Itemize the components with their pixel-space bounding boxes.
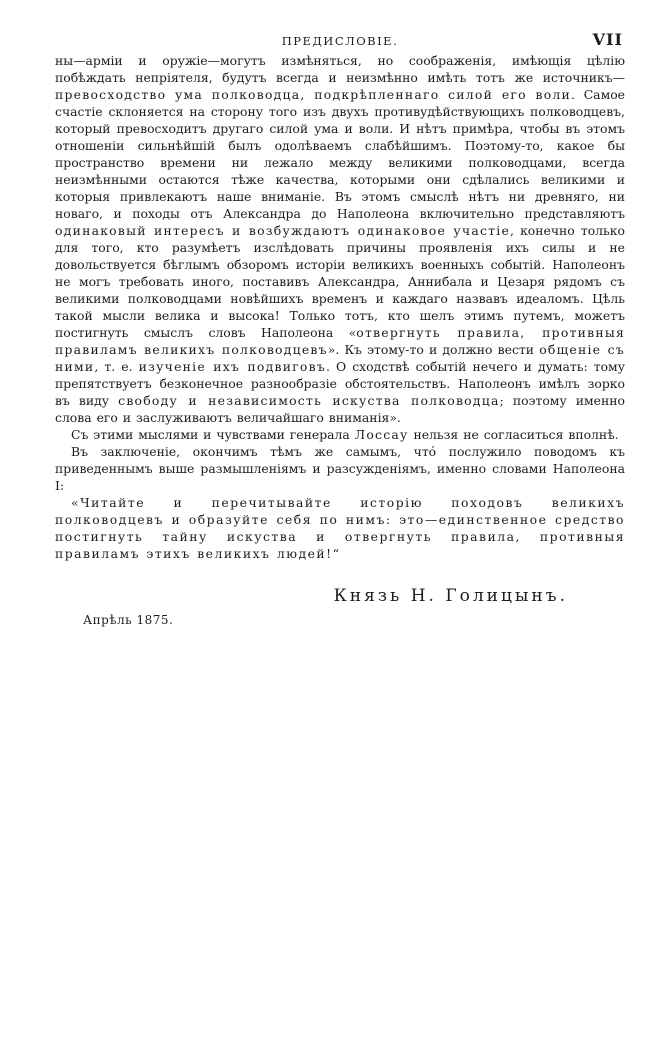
emphasized-text: одинаковый интересъ и возбуждаютъ одинаковое участіе: [55, 223, 511, 238]
paragraph-1: [55, 52, 625, 426]
emphasized-text: свободу и независимость искуства полководца: [118, 393, 500, 408]
page-header: [55, 30, 625, 52]
text-segment: Въ заключеніе, окончимъ тѣмъ же самымъ, чтó послужило поводомъ къ приведеннымъ выше размышленіямъ и разсужденіямъ, именно словами Наполеона I:: [55, 444, 625, 493]
emphasized-text: изученіе ихъ подвиговъ: [138, 359, 326, 374]
text-segment: , конечно только для того, кто разумѣетъ изслѣдовать причины проявленія ихъ силы и не довольствуется бѣглымъ обзоромъ исторіи великихъ военныхъ событій. Наполеонъ не могъ требовать иного, поставивъ Александра, Аннибала и Цезаря рядомъ съ великими полководцами новѣйшихъ временъ и каждаго назвавъ идеаломъ. Цѣль такой мысли велика и высока! Только тотъ, кто шелъ этимъ путемъ, можетъ постигнуть смыслъ словъ Наполеона «: [55, 223, 625, 340]
author-signature: Князь Н. Голицынъ.: [333, 586, 568, 606]
running-head: ПРЕДИСЛОВІЕ.: [281, 34, 399, 48]
emphasized-text: отвергнуть правила, противныя правиламъ великихъ полководцевъ: [55, 325, 625, 357]
text-segment: ; поэтому именно слова его и заслуживаютъ величайшаго вниманія».: [55, 393, 625, 425]
date-line: Апрѣль 1875.: [83, 613, 174, 627]
text-segment: . О сходствѣ событій нечего и думать: тому препятствуетъ безконечное разнообразіе обстоятельствъ. Наполеонъ имѣлъ зорко въ виду: [55, 359, 625, 408]
paragraph-4: [55, 494, 625, 562]
paragraph-3: [55, 443, 625, 494]
text-segment: ». Къ этому-то и должно вести: [327, 342, 540, 357]
text-segment: ны—арміи и оружіе—могутъ измѣняться, но соображенія, имѣющія цѣлію побѣждать непріятеля, будутъ всегда и неизмѣнно имѣть тотъ же источникъ—: [55, 53, 625, 85]
text-segment: нельзя не согласиться вполнѣ.: [408, 427, 619, 442]
emphasized-text: превосходство ума полководца, подкрѣпленнаго силой его воли.: [55, 87, 577, 102]
emphasized-text: «Читайте и перечитывайте исторію походовъ великихъ полководцевъ и образуйте себя по нимъ: это—единственное средство постигнуть тайну искуства и отвергнуть правила, противныя правиламъ этихъ великихъ людей!“: [55, 495, 625, 561]
paragraph-2: [55, 426, 625, 443]
text-segment: Самое счастіе склоняется на сторону того изъ двухъ противудѣйствующихъ полководцевъ, который превосходитъ другаго силой ума и воли. И нѣтъ примѣра, чтобы въ этомъ отношеніи сильнѣйшій былъ одолѣваемъ слабѣйшимъ. Поэтому-то, какое бы пространство времени ни лежало между великими полководцами, всегда неизмѣнными остаются тѣже качества, которыми они сдѣлались великими и которыя привлекаютъ наше вниманіе. Въ этомъ смыслѣ нѣтъ ни древняго, ни новаго, и походы отъ Александра до Наполеона включительно представляютъ: [55, 87, 625, 221]
page-text: [55, 52, 625, 562]
page-number: VII: [592, 30, 623, 49]
emphasized-text: Лоссау: [354, 427, 409, 442]
emphasized-text: общеніе съ ними: [55, 342, 625, 374]
text-segment: Съ этими мыслями и чувствами генерала: [71, 427, 355, 442]
text-segment: , т. е.: [94, 359, 139, 374]
